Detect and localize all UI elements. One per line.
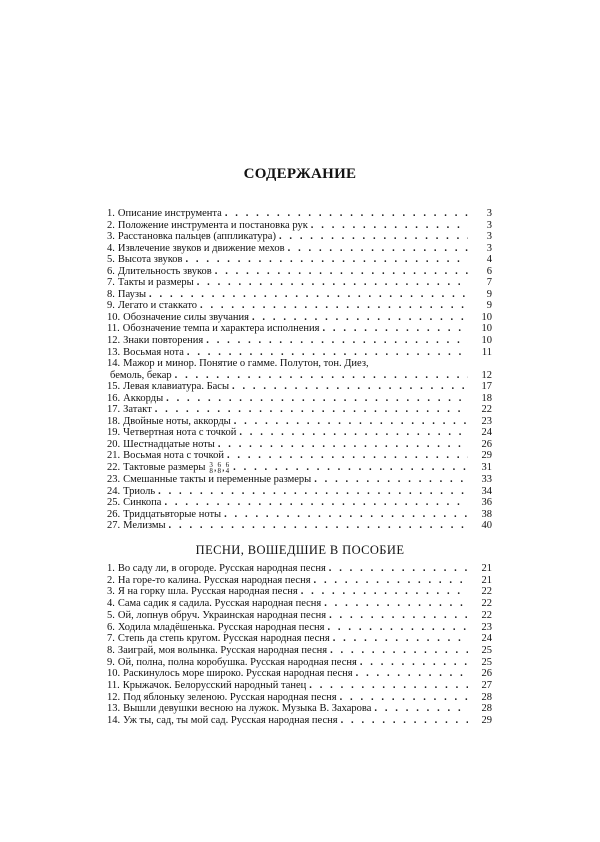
entry-number: 19.	[107, 427, 121, 439]
entry-page-number: 22	[481, 598, 492, 610]
entry-number: 17.	[107, 404, 121, 416]
leader-dots	[215, 266, 468, 278]
leader-dots	[314, 474, 468, 486]
entry-number: 8.	[107, 288, 115, 300]
entry-line	[107, 335, 492, 347]
entry-title: Шестнадцатые ноты	[123, 438, 215, 450]
entry-title: Вышли девушки весною на лужок. Музыка В. Захарова	[123, 703, 372, 715]
leader-dots	[324, 598, 468, 610]
entry-number: 11.	[107, 680, 120, 692]
entry-page-number: 28	[481, 703, 492, 715]
entry-title: Степь да степь кругом. Русская народная песня	[117, 633, 330, 645]
leader-dots	[330, 645, 468, 657]
contents-entry	[107, 404, 492, 416]
entry-line	[107, 323, 492, 335]
entry-line	[107, 300, 492, 312]
time-signature-bottom: 8	[217, 467, 222, 476]
entry-line	[107, 220, 492, 232]
entry-title-continued: бемоль, бекар	[110, 369, 172, 381]
entry-title: На горе-то калина. Русская народная песня	[117, 574, 311, 586]
leader-dots	[327, 622, 468, 634]
entry-page-number: 10	[481, 323, 492, 335]
entry-line	[107, 427, 492, 439]
contents-entry	[107, 254, 492, 266]
entry-title: Затакт	[123, 404, 152, 416]
comma-separator: ,	[222, 462, 225, 474]
entry-line	[107, 289, 492, 301]
entry-number: 21.	[107, 450, 121, 462]
entry-line	[107, 575, 492, 587]
entry-title: Ходила младёшенька. Русская народная песня	[117, 621, 325, 633]
leader-dots	[233, 462, 468, 474]
contents-entry	[107, 312, 492, 324]
entry-title: Длительность звуков	[117, 265, 212, 277]
entry-page-number: 31	[481, 462, 492, 474]
entry-title: Положение инструмента и постановка рук	[117, 219, 308, 231]
leader-dots	[356, 668, 468, 680]
leader-dots	[322, 323, 468, 335]
entry-page-number: 10	[481, 335, 492, 347]
time-signature-bottom: 4	[225, 467, 230, 476]
entry-number: 6.	[107, 265, 115, 277]
entry-title: Легато и стаккато	[117, 300, 198, 312]
entry-page-number: 7	[486, 277, 492, 289]
entry-number: 5.	[107, 254, 115, 266]
entry-page-number: 22	[481, 404, 492, 416]
entry-line	[107, 208, 492, 220]
entry-page-number: 3	[486, 242, 492, 254]
entry-title: Уж ты, сад, ты мой сад. Русская народная песня	[123, 715, 338, 727]
leader-dots	[329, 563, 468, 575]
entry-number: 9.	[107, 300, 115, 312]
time-signature	[209, 462, 213, 474]
entry-number: 4.	[107, 242, 115, 254]
entry-title: Расстановка пальцев (аппликатура)	[117, 231, 276, 243]
leader-dots	[166, 393, 468, 405]
entry-number: 3.	[107, 586, 115, 598]
entry-page-number: 22	[481, 609, 492, 621]
entry-number: 14.	[107, 358, 121, 370]
entry-number: 24.	[107, 485, 121, 497]
entry-line	[107, 474, 492, 486]
entry-line	[107, 563, 492, 575]
entry-title: Заиграй, моя волынка. Русская народная песня	[117, 644, 328, 656]
leader-dots	[185, 254, 468, 266]
entry-page-number: 36	[481, 497, 492, 509]
entry-number: 10.	[107, 668, 121, 680]
entry-line	[107, 657, 492, 669]
entry-line	[107, 520, 492, 532]
comma-separator: ,	[213, 462, 217, 474]
entry-title: Двойные ноты, аккорды	[123, 415, 231, 427]
entry-title: Триоль	[123, 485, 156, 497]
songs-entry	[107, 645, 492, 657]
leader-dots	[175, 370, 468, 382]
time-signature-bottom: 8	[209, 467, 213, 476]
entry-title: Под яблоньку зеленою. Русская народная песня	[123, 691, 337, 703]
leader-dots	[225, 208, 468, 220]
entry-number: 13.	[107, 703, 121, 715]
songs-entry	[107, 680, 492, 692]
entry-number: 10.	[107, 311, 121, 323]
entry-page-number: 29	[481, 450, 492, 462]
entry-page-number: 9	[486, 288, 492, 300]
entry-number: 8.	[107, 644, 115, 656]
entry-page-number: 40	[481, 520, 492, 532]
entry-title: Левая клавиатура. Басы	[123, 381, 230, 393]
songs-entry	[107, 692, 492, 704]
entry-title: Четвертная нота с точкой	[123, 427, 237, 439]
leader-dots	[155, 404, 468, 416]
entry-title: Такты и размеры	[117, 277, 194, 289]
entry-line	[107, 381, 492, 393]
entry-line	[107, 586, 492, 598]
songs-entry	[107, 633, 492, 645]
entry-title: Раскинулось море широко. Русская народная песня	[123, 668, 353, 680]
leader-dots	[200, 300, 468, 312]
entry-title: Восьмая нота с точкой	[123, 450, 224, 462]
songs-entry	[107, 622, 492, 634]
entry-title: Обозначение силы звучания	[123, 311, 249, 323]
entry-line	[107, 715, 492, 727]
entry-title: Знаки повторения	[123, 335, 204, 347]
entry-page-number: 17	[481, 381, 492, 393]
entry-page-number: 38	[481, 508, 492, 520]
time-signature	[226, 462, 230, 474]
entry-line	[107, 497, 492, 509]
leader-dots	[301, 586, 468, 598]
entry-page-number: 3	[486, 231, 492, 243]
entry-title: Описание инструмента	[117, 208, 222, 219]
contents-entry	[107, 474, 492, 486]
contents-entry	[107, 289, 492, 301]
entry-page-number: 3	[486, 219, 492, 231]
entry-title: Извлечение звуков и движение мехов	[117, 242, 285, 254]
leader-dots	[232, 381, 468, 393]
contents-list	[107, 208, 492, 532]
entry-page-number: 21	[481, 563, 492, 574]
leader-dots	[218, 439, 468, 451]
contents-entry	[107, 358, 492, 381]
leader-dots	[374, 703, 468, 715]
entry-number: 9.	[107, 656, 115, 668]
songs-entry	[107, 575, 492, 587]
entry-title: Обозначение темпа и характера исполнения	[122, 323, 320, 335]
leader-dots	[187, 347, 468, 359]
contents-entry	[107, 416, 492, 428]
entry-first-line	[107, 358, 492, 370]
time-signature-top: 6	[225, 461, 230, 470]
entry-page-number: 6	[486, 265, 492, 277]
entry-line	[107, 439, 492, 451]
entry-page-number: 4	[486, 254, 492, 266]
contents-entry	[107, 220, 492, 232]
songs-heading: ПЕСНИ, ВОШЕДШИЕ В ПОСОБИЕ	[195, 543, 405, 557]
contents-entry	[107, 231, 492, 243]
contents-entry	[107, 486, 492, 498]
entry-page-number: 26	[481, 668, 492, 680]
entry-line	[107, 486, 492, 498]
entry-number: 13.	[107, 346, 121, 358]
leader-dots	[329, 610, 468, 622]
entry-number: 4.	[107, 598, 115, 610]
entry-title: Ой, лопнув обруч. Украинская народная песня	[117, 609, 327, 621]
contents-entry	[107, 277, 492, 289]
songs-entry	[107, 610, 492, 622]
entry-line	[107, 610, 492, 622]
entry-line	[107, 622, 492, 634]
contents-entry	[107, 323, 492, 335]
entry-number: 15.	[107, 381, 121, 393]
entry-line	[107, 266, 492, 278]
entry-page-number: 22	[481, 586, 492, 598]
entry-line	[107, 645, 492, 657]
entry-title: Сама садик я садила. Русская народная песня	[117, 598, 322, 610]
entry-line	[107, 598, 492, 610]
songs-entry	[107, 715, 492, 727]
entry-page-number: 12	[481, 369, 492, 381]
entry-line	[107, 243, 492, 255]
entry-second-line	[107, 370, 492, 382]
songs-entry	[107, 703, 492, 715]
contents-entry	[107, 243, 492, 255]
songs-list	[107, 563, 492, 727]
leader-dots	[341, 715, 468, 727]
leader-dots	[360, 657, 468, 669]
entry-number: 22.	[107, 462, 121, 474]
entry-title: Крыжачок. Белорусский народный танец	[122, 680, 307, 692]
entry-number: 1.	[107, 563, 115, 574]
entry-page-number: 18	[481, 392, 492, 404]
contents-entry	[107, 300, 492, 312]
time-signature-top: 6	[217, 461, 222, 470]
entry-title: Я на горку шла. Русская народная песня	[117, 586, 298, 598]
songs-entry	[107, 563, 492, 575]
contents-entry	[107, 439, 492, 451]
entry-line	[107, 462, 492, 474]
leader-dots	[227, 450, 468, 462]
entry-number: 12.	[107, 335, 121, 347]
entry-line	[107, 703, 492, 715]
time-signature	[218, 462, 222, 474]
entry-title: Тактовые размеры	[123, 462, 206, 474]
entry-page-number: 33	[481, 474, 492, 486]
entry-number: 23.	[107, 474, 121, 486]
entry-number: 14.	[107, 715, 121, 727]
entry-number: 20.	[107, 438, 121, 450]
entry-line	[107, 680, 492, 692]
entry-title: Смешанные такты и переменные размеры	[123, 474, 312, 486]
contents-entry	[107, 520, 492, 532]
entry-number: 12.	[107, 691, 121, 703]
entry-number: 6.	[107, 621, 115, 633]
entry-number: 5.	[107, 609, 115, 621]
entry-page-number: 23	[481, 415, 492, 427]
leader-dots	[311, 220, 468, 232]
songs-entry	[107, 668, 492, 680]
time-signatures	[205, 462, 230, 474]
songs-entry	[107, 657, 492, 669]
entry-page-number: 10	[481, 311, 492, 323]
contents-entry	[107, 450, 492, 462]
leader-dots	[333, 633, 468, 645]
entry-page-number: 25	[481, 644, 492, 656]
entry-page-number: 26	[481, 438, 492, 450]
entry-line	[107, 404, 492, 416]
entry-number: 25.	[107, 497, 121, 509]
entry-title: Во саду ли, в огороде. Русская народная песня	[117, 563, 326, 574]
entry-line	[107, 277, 492, 289]
entry-page-number: 21	[481, 574, 492, 586]
entry-page-number: 24	[481, 427, 492, 439]
entry-title: Высота звуков	[117, 254, 183, 266]
leader-dots	[288, 243, 468, 255]
entry-line	[107, 633, 492, 645]
entry-number: 18.	[107, 415, 121, 427]
leader-dots	[279, 231, 468, 243]
entry-title: Восьмая нота	[123, 346, 184, 358]
entry-line	[107, 692, 492, 704]
entry-number: 3.	[107, 231, 115, 243]
leader-dots	[252, 312, 468, 324]
entry-page-number: 28	[481, 691, 492, 703]
leader-dots	[314, 575, 468, 587]
entry-line	[107, 254, 492, 266]
entry-page-number: 25	[481, 656, 492, 668]
entry-line	[107, 509, 492, 521]
entry-number: 11.	[107, 323, 120, 335]
entry-title: Паузы	[117, 288, 147, 300]
entry-title: Мажор и минор. Понятие о гамме. Полутон, тон. Диез,	[123, 358, 369, 370]
leader-dots	[164, 497, 468, 509]
entry-line	[107, 231, 492, 243]
entry-page-number: 27	[481, 680, 492, 692]
contents-entry	[107, 335, 492, 347]
leader-dots	[309, 680, 468, 692]
entry-number: 16.	[107, 392, 121, 404]
entry-number: 7.	[107, 633, 115, 645]
entry-page-number: 34	[481, 485, 492, 497]
contents-entry	[107, 497, 492, 509]
entry-number: 2.	[107, 574, 115, 586]
leader-dots	[149, 289, 468, 301]
leader-dots	[340, 692, 468, 704]
entry-number: 1.	[107, 208, 115, 219]
leader-dots	[169, 520, 468, 532]
leader-dots	[224, 509, 468, 521]
entry-page-number: 23	[481, 621, 492, 633]
contents-entry	[107, 347, 492, 359]
contents-entry	[107, 381, 492, 393]
songs-entry	[107, 598, 492, 610]
contents-entry	[107, 266, 492, 278]
entry-page-number: 29	[481, 715, 492, 727]
entry-title: Аккорды	[123, 392, 164, 404]
contents-entry	[107, 509, 492, 521]
entry-title: Тридцатьвторые ноты	[123, 508, 222, 520]
leader-dots	[158, 486, 468, 498]
leader-dots	[239, 427, 468, 439]
contents-entry	[107, 462, 492, 474]
contents-entry	[107, 208, 492, 220]
entry-line	[107, 393, 492, 405]
entry-line	[107, 347, 492, 359]
contents-entry	[107, 393, 492, 405]
entry-page-number: 3	[486, 208, 492, 219]
entry-page-number: 9	[486, 300, 492, 312]
contents-entry	[107, 427, 492, 439]
entry-title: Мелизмы	[123, 520, 166, 532]
entry-number: 26.	[107, 508, 121, 520]
entry-line	[107, 450, 492, 462]
entry-line	[107, 668, 492, 680]
entry-number: 2.	[107, 219, 115, 231]
time-signature-top: 3	[209, 461, 213, 470]
entry-page-number: 11	[481, 346, 492, 358]
entry-number: 7.	[107, 277, 115, 289]
leader-dots	[206, 335, 468, 347]
entry-line	[107, 416, 492, 428]
entry-line	[107, 312, 492, 324]
leader-dots	[234, 416, 468, 428]
entry-title: Ой, полна, полна коробушка. Русская народная песня	[117, 656, 357, 668]
entry-page-number: 24	[481, 633, 492, 645]
songs-entry	[107, 586, 492, 598]
entry-title: Синкопа	[123, 497, 162, 509]
entry-number: 27.	[107, 520, 121, 532]
leader-dots	[197, 277, 468, 289]
contents-heading: СОДЕРЖАНИЕ	[243, 166, 357, 182]
